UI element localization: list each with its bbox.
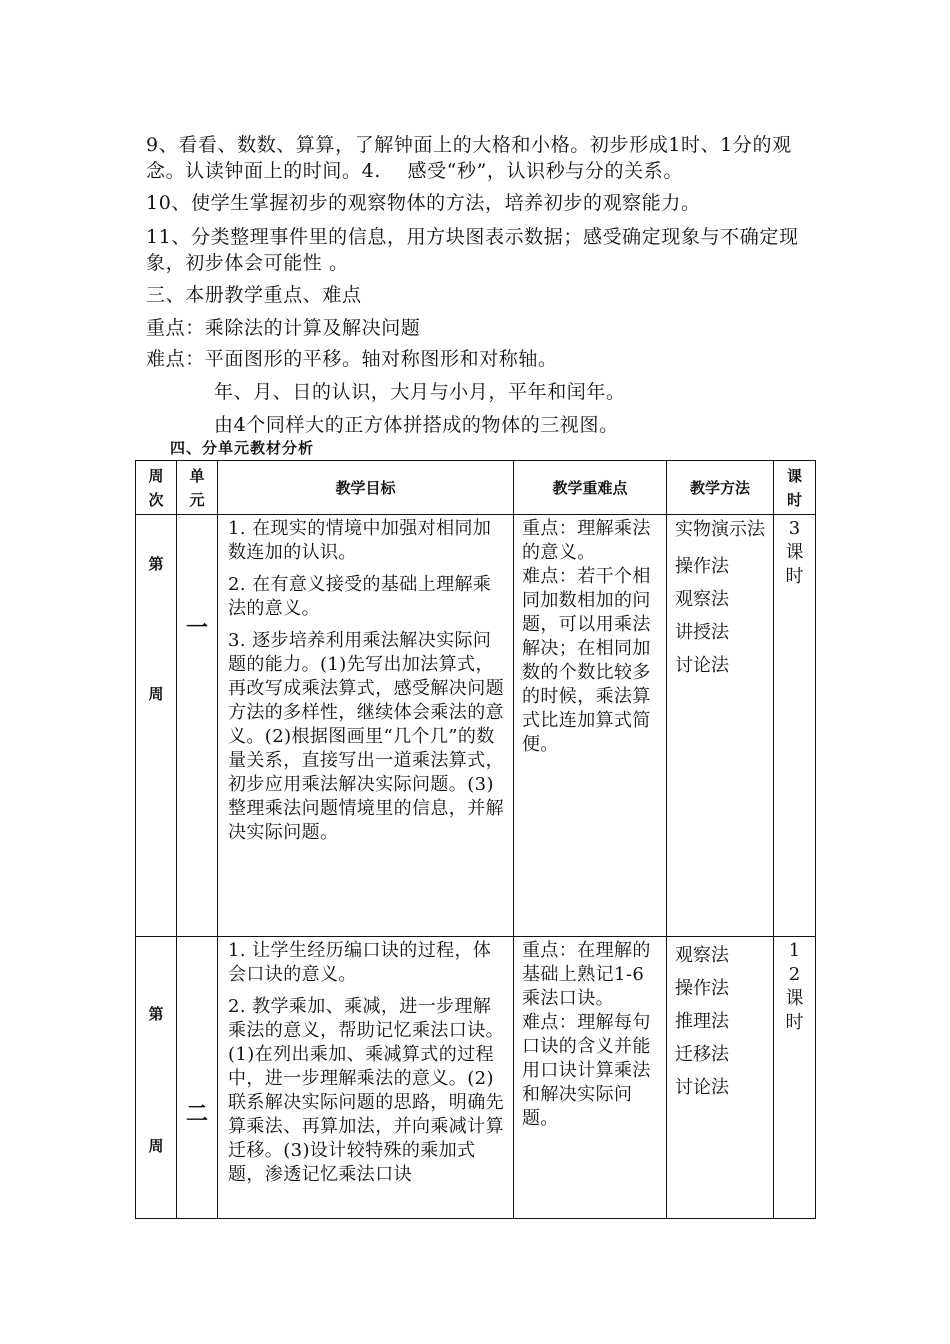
difficulty-line: 难点：平面图形的平移。轴对称图形和对称轴。 [146, 348, 558, 370]
paragraph-10: 10、使学生掌握初步的观察物体的方法，培养初步的观察能力。 [146, 192, 701, 214]
difficulty-line-2: 年、月、日的认识，大月与小月，平年和闰年。 [214, 381, 626, 403]
table-header-row [136, 461, 816, 515]
week-cell: 第 周 [136, 515, 177, 937]
table-row [136, 937, 816, 1219]
header-goals: 教学目标 [218, 461, 514, 515]
hours-cell: 12课时 [774, 937, 816, 1219]
hours-cell: 3课时 [774, 515, 816, 937]
unit-cell: 一 [177, 515, 218, 937]
header-hours: 课 时 [774, 461, 816, 515]
week-cell: 第 周 [136, 937, 177, 1219]
methods-cell: 实物演示法 操作法 观察法 讲授法 讨论法 [667, 515, 774, 937]
paragraph-11: 11、分类整理事件里的信息，用方块图表示数据；感受确定现象与不确定现象，初步体会可能性 。 [146, 226, 799, 274]
header-week: 周 次 [136, 461, 177, 515]
key-point-line: 重点：乘除法的计算及解决问题 [146, 317, 421, 339]
section-4-heading: 四、分单元教材分析 [170, 439, 315, 457]
section-3-heading: 三、本册教学重点、难点 [146, 284, 362, 306]
methods-cell: 观察法 操作法 推理法 迁移法 讨论法 [667, 937, 774, 1219]
header-method: 教学方法 [667, 461, 774, 515]
difficulty-cell: 重点：在理解的基础上熟记1-6乘法口诀。 难点：理解每句口诀的含义并能用口诀计算乘法和解决实际问题。 [514, 937, 667, 1219]
header-unit: 单 元 [177, 461, 218, 515]
goals-cell: 1. 在现实的情境中加强对相同加数连加的认识。 2. 在有意义接受的基础上理解乘法的意义。 3. 逐步培养利用乘法解决实际问题的能力。(1)先写出加法算式，再改写成乘法算式，感受解决问题方法的多样性，继续体会乘法的意义。(2)根据图画里“几个几”的数量关系，直接写出一道乘法算式，初步应用乘法解决实际问题。(3)整理乘法问题情境里的信息，并解决实际问题。 [218, 515, 514, 937]
unit-cell: 二 [177, 937, 218, 1219]
header-difficulty: 教学重难点 [514, 461, 667, 515]
difficulty-cell: 重点：理解乘法的意义。 难点：若干个相同加数相加的问题，可以用乘法解决；在相同加数的个数比较多的时候，乘法算式比连加算式简便。 [514, 515, 667, 937]
goals-cell: 1. 让学生经历编口诀的过程，体会口诀的意义。 2. 教学乘加、乘减，进一步理解乘法的意义，帮助记忆乘法口诀。(1)在列出乘加、乘减算式的过程中，进一步理解乘法的意义。(2)联系解决实际问题的思路，明确先算乘法、再算加法，并向乘减计算迁移。(3)设计较特殊的乘加式题，渗透记忆乘法口诀 [218, 937, 514, 1219]
difficulty-line-3: 由4个同样大的正方体拼搭成的物体的三视图。 [214, 414, 619, 436]
table-row [136, 515, 816, 937]
paragraph-9: 9、看看、数数、算算，了解钟面上的大格和小格。初步形成1时、1分的观念。认读钟面上的时间。4. 感受“秒”，认识秒与分的关系。 [146, 134, 792, 182]
unit-analysis-table [135, 460, 816, 1219]
